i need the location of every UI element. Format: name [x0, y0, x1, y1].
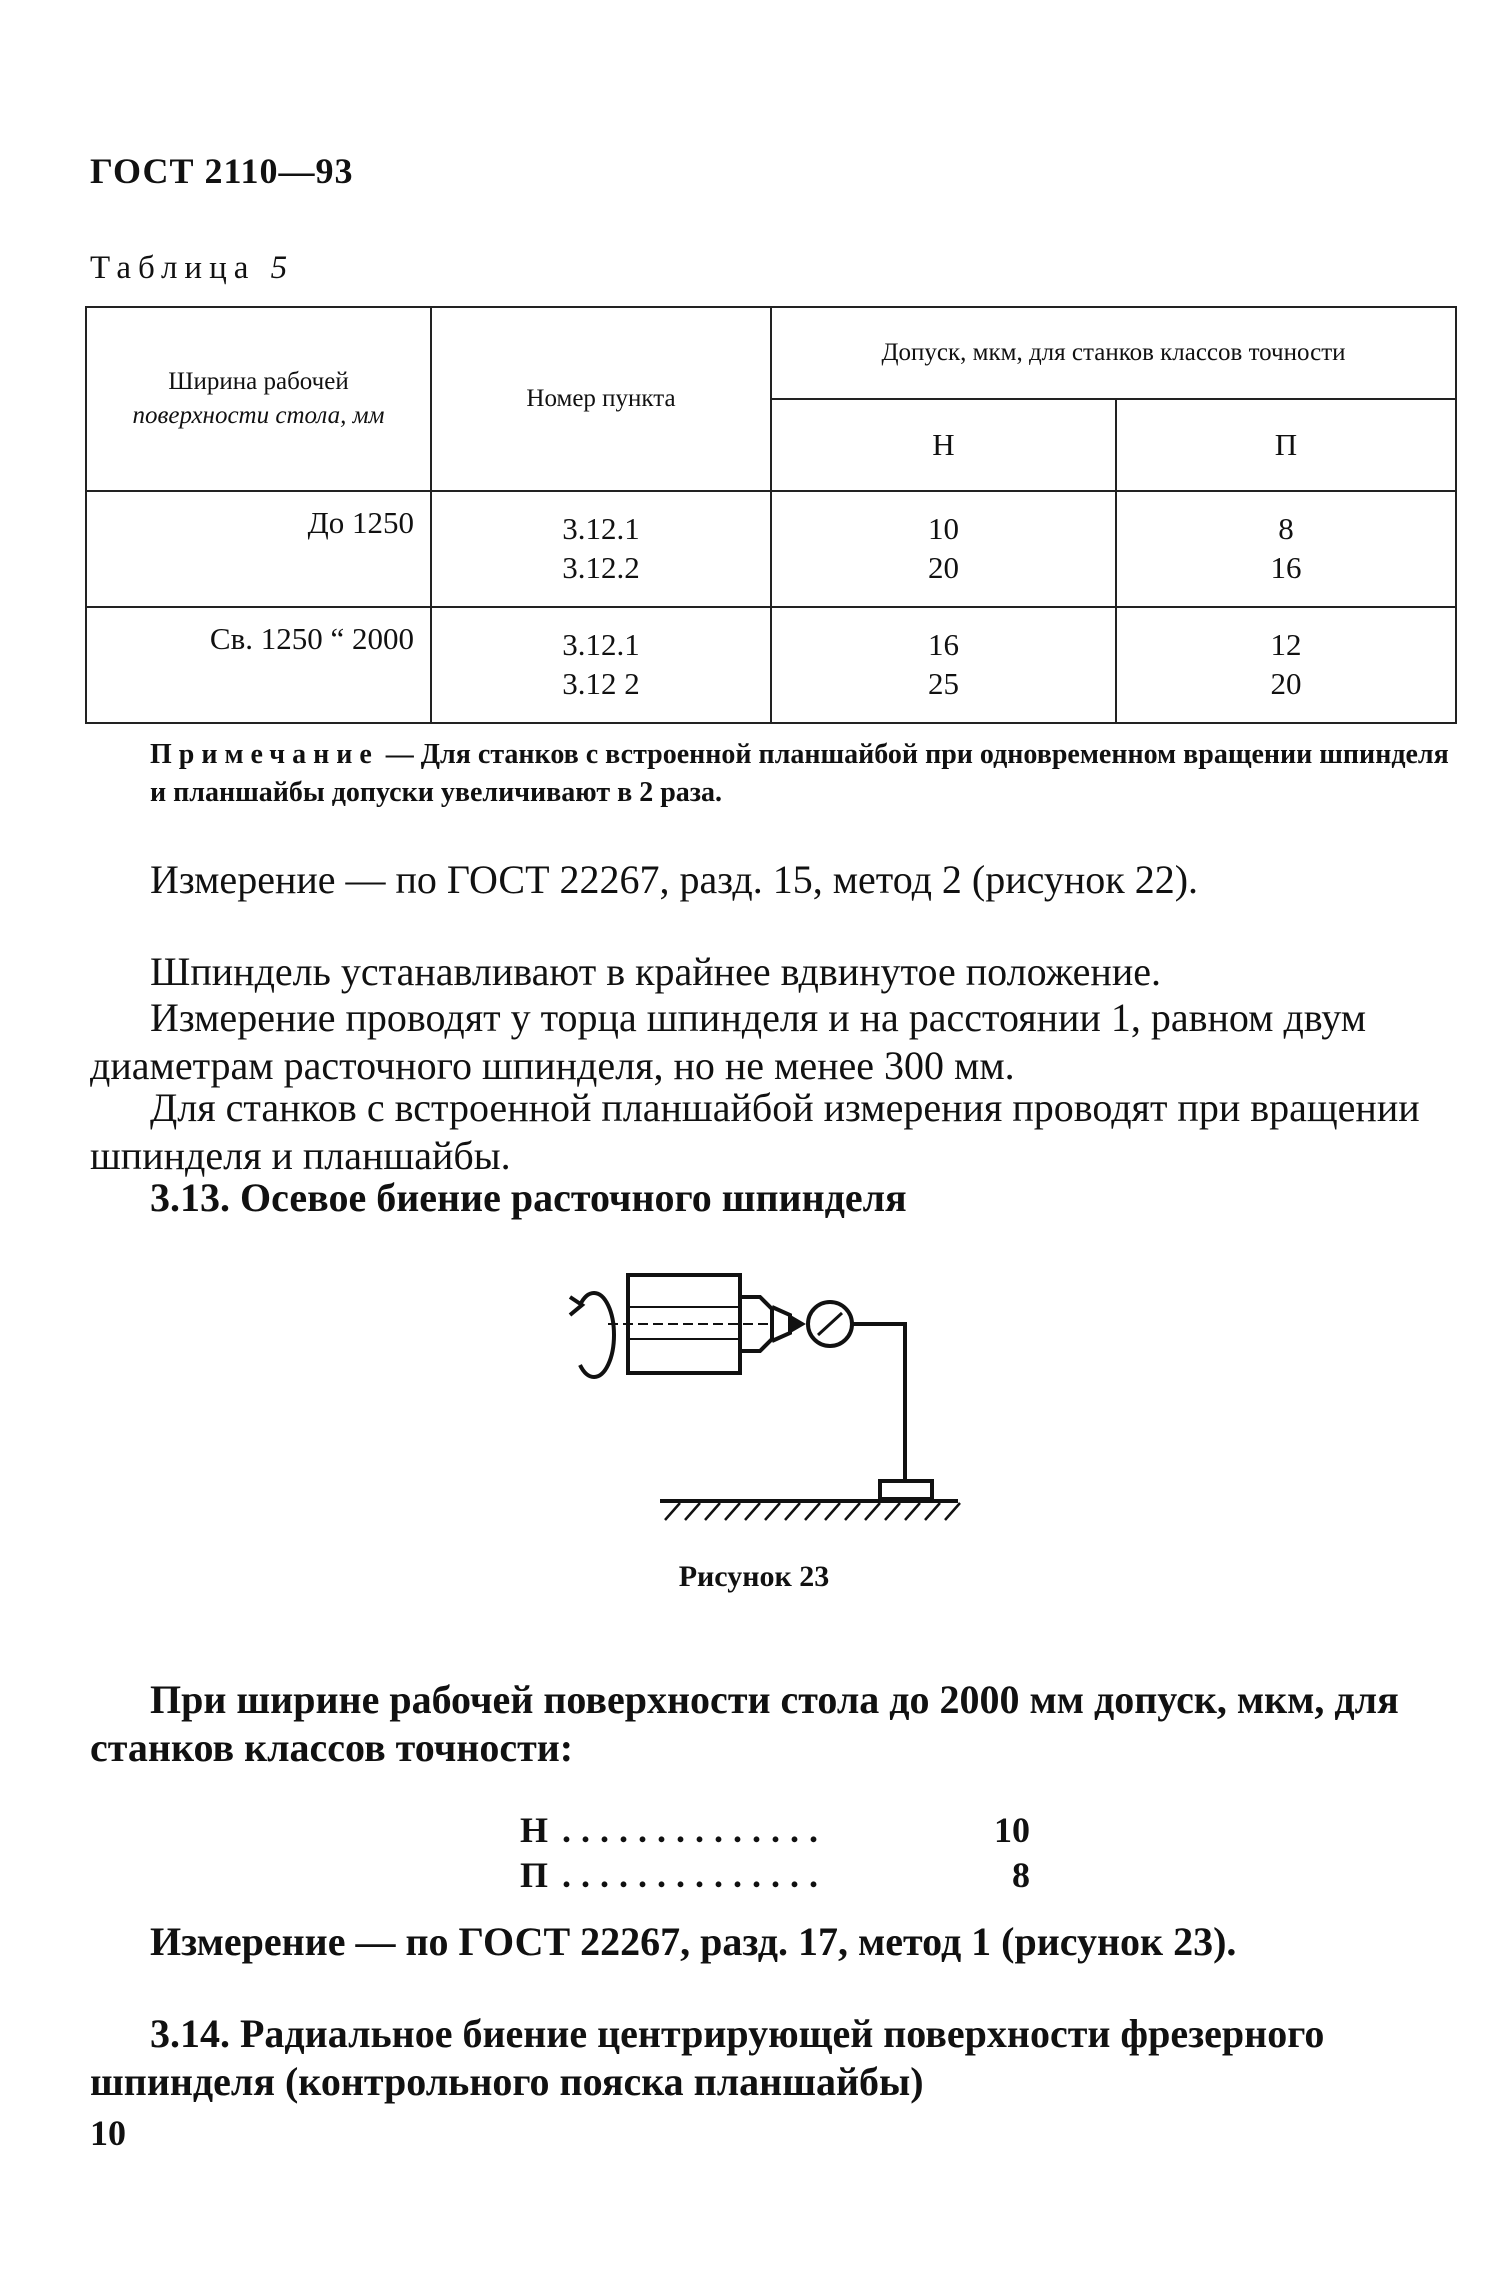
table-caption-number: 5	[270, 250, 288, 286]
section-3-14-heading: 3.14. Радиальное биение центрирующей поверхности фрезерного шпинделя (контрольного пояска планшайбы)	[90, 2011, 1325, 2104]
col-header-class-p: П	[1116, 399, 1456, 491]
paragraph-measurement-1: Измерение — по ГОСТ 22267, разд. 15, метод 2 (рисунок 22).	[150, 857, 1199, 902]
cell-h-2: 20	[928, 550, 959, 585]
cell-p-2: 20	[1270, 666, 1302, 701]
cell-width: Св. 1250 “ 2000	[86, 607, 431, 723]
indicator-stand	[852, 1324, 905, 1481]
table-caption-word: Таблица	[90, 250, 256, 286]
tolerance-table	[85, 306, 1457, 724]
cell-item-1: 3.12.1	[562, 627, 640, 663]
paragraph-measurement-location: Измерение проводят у торца шпинделя и на расстоянии 1, равном двум диаметрам расточного шпинделя, но не менее 300 мм.	[90, 995, 1367, 1088]
cell-item-1: 3.12.1	[562, 511, 640, 547]
tolerance-class: П	[520, 1855, 549, 1895]
cell-p	[1116, 491, 1456, 607]
cell-p-1: 12	[1270, 627, 1302, 663]
tolerance-list	[520, 1808, 1030, 1898]
page-number: 10	[90, 2113, 126, 2153]
cell-item-2: 3.12.2	[562, 550, 640, 585]
cell-p-1: 8	[1278, 511, 1294, 547]
table-row	[86, 491, 1456, 607]
table-note	[150, 736, 1450, 812]
section-3-13-heading: 3.13. Осевое биение расточного шпинделя	[150, 1175, 907, 1220]
note-label: Примечание	[150, 739, 379, 770]
tolerance-value: 8	[1012, 1855, 1030, 1895]
tolerance-row-h	[520, 1808, 1030, 1853]
rotation-arrow-icon	[580, 1293, 614, 1377]
paragraph-spindle-position: Шпиндель устанавливают в крайнее вдвинутое положение.	[150, 949, 1161, 994]
paragraph-tolerance-intro: При ширине рабочей поверхности стола до 2000 мм допуск, мкм, для станков классов точности:	[90, 1677, 1399, 1770]
cell-item	[431, 491, 771, 607]
col-header-tolerance: Допуск, мкм, для станков классов точности	[771, 307, 1456, 399]
col-header-item: Номер пункта	[431, 307, 771, 491]
col-header-width-line1: Ширина рабочей	[168, 368, 349, 396]
leader-dots: ..............	[562, 1810, 829, 1850]
table-row	[86, 607, 1456, 723]
cell-p-2: 16	[1270, 550, 1302, 585]
table-caption	[90, 250, 287, 287]
col-header-class-h: Н	[771, 399, 1116, 491]
cell-h	[771, 491, 1116, 607]
note-text: — Для станков с встроенной планшайбой при одновременном вращении шпинделя и планшайбы допуски увеличивают в 2 раза.	[150, 739, 1449, 808]
figure-caption: Рисунок 23	[678, 1560, 830, 1593]
cell-p	[1116, 607, 1456, 723]
tolerance-row-p	[520, 1853, 1030, 1898]
tolerance-class: Н	[520, 1810, 549, 1850]
col-header-width	[86, 307, 431, 491]
col-header-width-line2: поверхности стола, мм	[132, 402, 385, 429]
leader-dots: ..............	[562, 1855, 829, 1895]
cell-item-2: 3.12 2	[562, 666, 640, 701]
tolerance-value: 10	[994, 1810, 1030, 1850]
figure-23-diagram	[540, 1245, 980, 1525]
cell-h	[771, 607, 1116, 723]
paragraph-measurement-2: Измерение — по ГОСТ 22267, разд. 17, метод 1 (рисунок 23).	[150, 1919, 1237, 1964]
document-header: ГОСТ 2110—93	[90, 151, 354, 191]
cell-h-1: 16	[928, 627, 959, 663]
stand-base	[880, 1481, 932, 1499]
cell-width: До 1250	[86, 491, 431, 607]
cell-h-1: 10	[928, 511, 959, 547]
paragraph-faceplate: Для станков с встроенной планшайбой измерения проводят при вращении шпинделя и планшайбы.	[90, 1085, 1420, 1178]
cell-h-2: 25	[928, 666, 959, 701]
cell-item	[431, 607, 771, 723]
